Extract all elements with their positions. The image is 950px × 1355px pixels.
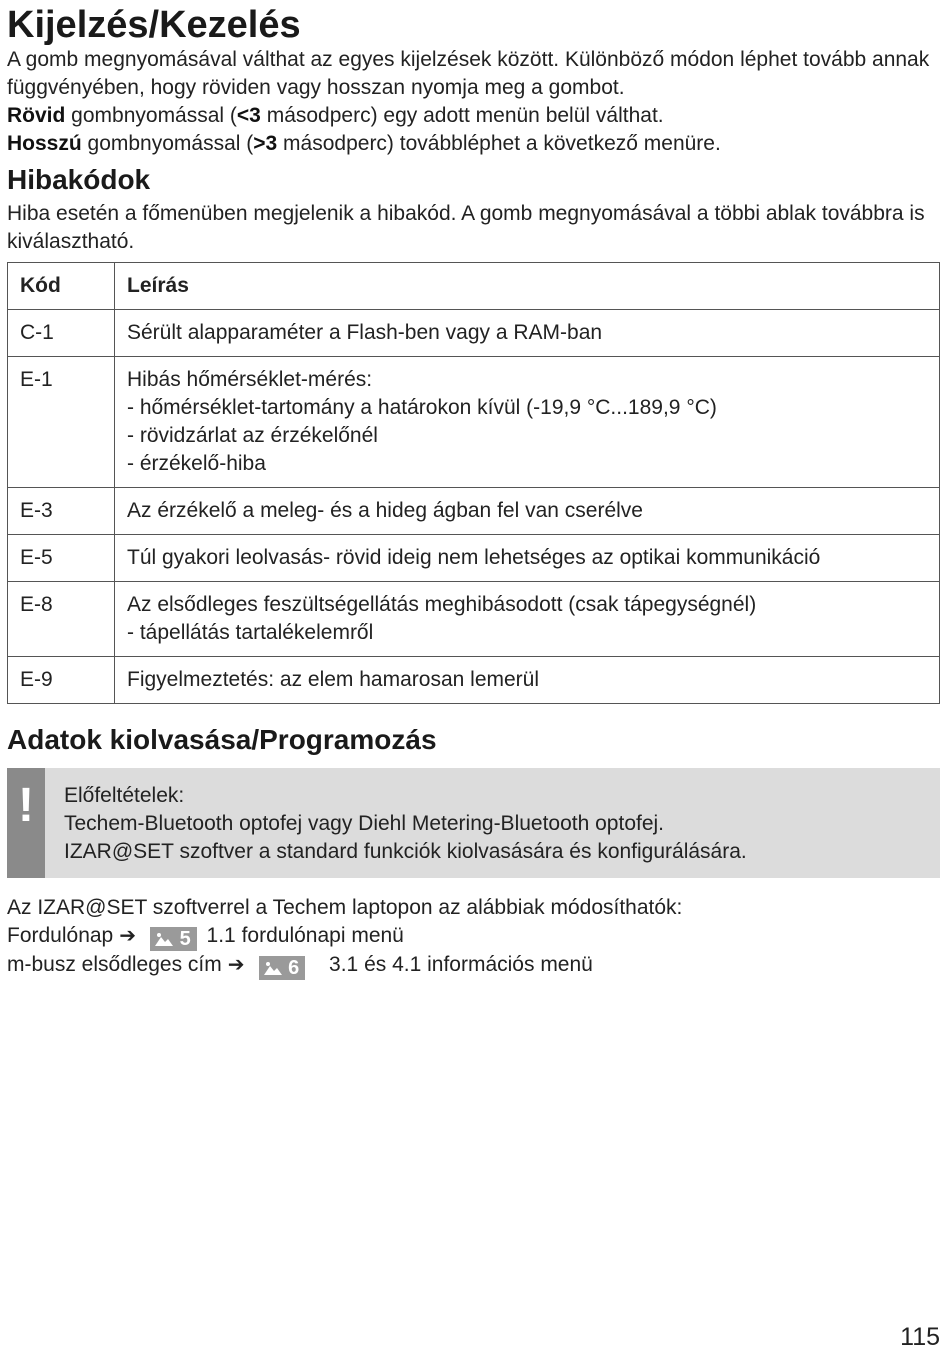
description-line: - érzékelő-hiba — [127, 452, 266, 475]
note-line: IZAR@SET szoftver a standard funkciók kiolvasására és konfigurálására. — [64, 840, 747, 863]
intro-paragraph: A gomb megnyomásával válthat az egyes kijelzések között. Különböző módon léphet tovább annak függvényében, hogy röviden vagy hosszan nyomja meg a gombot. — [7, 48, 930, 99]
description-line: Sérült alapparaméter a Flash-ben vagy a RAM-ban — [127, 321, 603, 344]
item-text: 1.1 fordulónapi menü — [206, 924, 404, 947]
error-description-cell — [115, 535, 940, 582]
error-code-cell: E-8 — [8, 582, 115, 657]
table-row — [8, 657, 940, 704]
description-line: - rövidzárlat az érzékelőnél — [127, 424, 378, 447]
exclamation-icon: ! — [7, 768, 45, 878]
note-line: Előfeltételek: — [64, 784, 185, 807]
error-code-cell: E-5 — [8, 535, 115, 582]
data-section-heading: Adatok kiolvasása/Programozás — [7, 724, 437, 755]
error-description-cell — [115, 357, 940, 488]
software-intro: Az IZAR@SET szoftverrel a Techem laptopon az alábbiak módosíthatók: — [7, 896, 683, 919]
error-code-cell: C-1 — [8, 310, 115, 357]
page-title: Kijelzés/Kezelés — [7, 4, 301, 46]
description-line: Az érzékelő a meleg- és a hideg ágban fel van cserélve — [127, 499, 643, 522]
error-description-cell — [115, 657, 940, 704]
error-codes-body — [8, 310, 940, 704]
note-text — [45, 768, 747, 878]
page-content — [7, 0, 940, 980]
long-press-value: >3 — [253, 132, 278, 155]
error-description-cell — [115, 582, 940, 657]
error-code-cell: E-3 — [8, 488, 115, 535]
long-press-line: Hosszú gombnyomással (>3 másodperc) továbbléphet a következő menüre. — [7, 132, 721, 155]
error-codes-heading: Hibakódok — [7, 164, 151, 195]
table-header-row — [8, 263, 940, 310]
description-line: Az elsődleges feszültségellátás meghibásodott (csak tápegységnél) — [127, 593, 757, 616]
image-icon — [154, 931, 174, 947]
note-line: Techem-Bluetooth optofej vagy Diehl Metering-Bluetooth optofej. — [64, 812, 665, 835]
description-line: Hibás hőmérséklet-mérés: — [127, 368, 373, 391]
description-line: Túl gyakori leolvasás- rövid ideig nem lehetséges az optikai kommunikáció — [127, 546, 821, 569]
prerequisites-note — [7, 768, 940, 878]
description-line: Figyelmeztetés: az elem hamarosan lemerül — [127, 668, 540, 691]
menu-reference-due-date — [7, 922, 940, 951]
page-number: 115 — [900, 1323, 940, 1351]
error-description-cell — [115, 310, 940, 357]
item-text: 3.1 és 4.1 információs menü — [329, 953, 593, 976]
description-line: - hőmérséklet-tartomány a határokon kívül (-19,9 °C...189,9 °C) — [127, 396, 717, 419]
short-press-value: <3 — [236, 104, 261, 127]
item-label: m-busz elsődleges cím — [7, 953, 222, 976]
error-code-cell: E-1 — [8, 357, 115, 488]
figure-badge: 6 — [259, 956, 306, 980]
table-row — [8, 310, 940, 357]
table-row — [8, 535, 940, 582]
arrow-right-icon: ➔ — [227, 954, 245, 976]
long-press-bold: Hosszú — [7, 132, 82, 155]
description-line: - tápellátás tartalékelemről — [127, 621, 374, 644]
column-header-description: Leírás — [115, 263, 940, 310]
short-press-line: Rövid gombnyomással (<3 másodperc) egy adott menün belül válthat. — [7, 104, 664, 127]
item-label: Fordulónap — [7, 924, 114, 947]
figure-badge: 5 — [150, 927, 197, 951]
arrow-right-icon: ➔ — [119, 925, 137, 947]
table-row — [8, 582, 940, 657]
menu-reference-mbus-address — [7, 951, 940, 980]
short-press-bold: Rövid — [7, 104, 66, 127]
column-header-code: Kód — [8, 263, 115, 310]
error-codes-table — [7, 262, 940, 704]
error-description-cell — [115, 488, 940, 535]
error-code-cell: E-9 — [8, 657, 115, 704]
image-icon — [263, 960, 283, 976]
error-codes-description: Hiba esetén a főmenüben megjelenik a hibakód. A gomb megnyomásával a többi ablak továbbra is kiválasztható. — [7, 202, 925, 253]
table-row — [8, 488, 940, 535]
table-row — [8, 357, 940, 488]
